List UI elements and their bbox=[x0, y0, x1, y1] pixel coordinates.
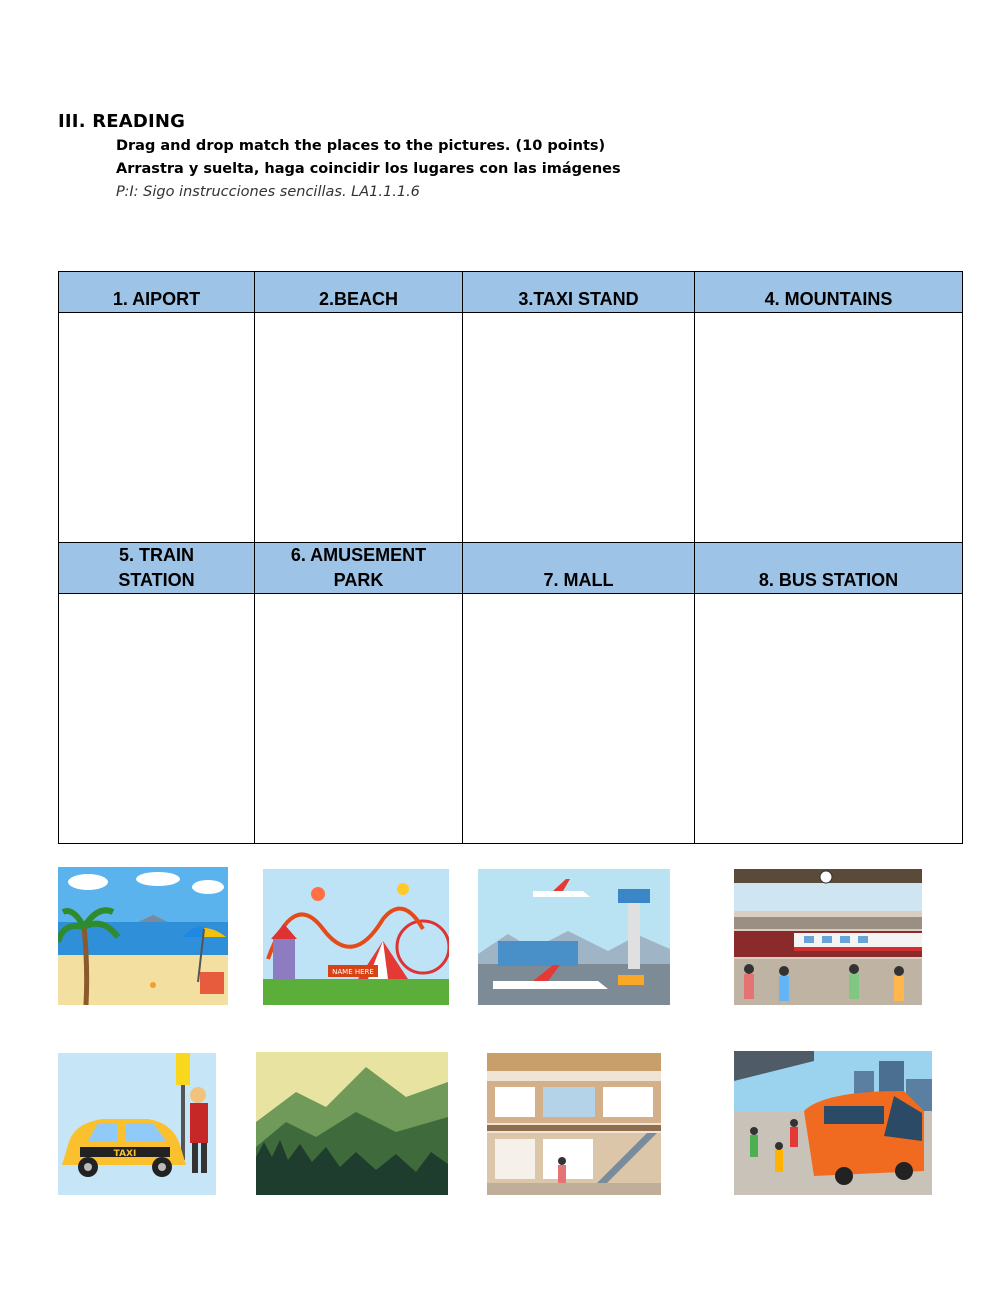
header-line: 5. TRAIN bbox=[118, 545, 194, 565]
matching-table bbox=[58, 271, 963, 844]
header-bus-station bbox=[695, 543, 963, 594]
drop-zone-taxi-stand[interactable] bbox=[463, 313, 695, 543]
instruction-spanish: Arrastra y suelta, haga coincidir los lugares con las imágenes bbox=[116, 161, 621, 177]
header-line: PARK bbox=[333, 570, 384, 590]
airport-picture[interactable] bbox=[478, 869, 670, 1005]
park-sign-text: NAME HERE bbox=[332, 968, 374, 976]
instruction-english: Drag and drop match the places to the pictures. (10 points) bbox=[116, 138, 606, 154]
drop-zone-train-station[interactable] bbox=[59, 594, 255, 844]
taxi-text: TAXI bbox=[113, 1149, 137, 1159]
header-line: 7. MALL bbox=[543, 570, 614, 590]
header-line: STATION bbox=[118, 570, 195, 590]
drop-zone-airport[interactable] bbox=[59, 313, 255, 543]
drop-zone-beach[interactable] bbox=[255, 313, 463, 543]
header-line: 8. BUS STATION bbox=[758, 570, 899, 590]
header-taxi-stand: 3.TAXI STAND bbox=[463, 272, 695, 313]
mall-picture[interactable] bbox=[487, 1053, 661, 1195]
drop-zone-bus-station[interactable] bbox=[695, 594, 963, 844]
header-mall bbox=[463, 543, 695, 594]
drop-zone-mountains[interactable] bbox=[695, 313, 963, 543]
header-line: 6. AMUSEMENT bbox=[290, 545, 427, 565]
mountains-picture[interactable] bbox=[256, 1052, 448, 1195]
train-station-picture[interactable] bbox=[734, 869, 922, 1005]
bus-station-picture[interactable] bbox=[734, 1051, 932, 1195]
beach-picture[interactable] bbox=[58, 867, 228, 1005]
drop-zone-mall[interactable] bbox=[463, 594, 695, 844]
taxi-stand-picture[interactable] bbox=[58, 1053, 216, 1195]
header-mountains: 4. MOUNTAINS bbox=[695, 272, 963, 313]
header-train-station bbox=[59, 543, 255, 594]
section-title: III. READING bbox=[58, 111, 186, 132]
header-beach: 2.BEACH bbox=[255, 272, 463, 313]
header-amusement-park bbox=[255, 543, 463, 594]
drop-zone-amusement-park[interactable] bbox=[255, 594, 463, 844]
header-airport: 1. AIPORT bbox=[59, 272, 255, 313]
amusement-park-picture[interactable] bbox=[263, 869, 449, 1005]
instruction-standard: P:I: Sigo instrucciones sencillas. LA1.1.1.6 bbox=[116, 184, 420, 200]
